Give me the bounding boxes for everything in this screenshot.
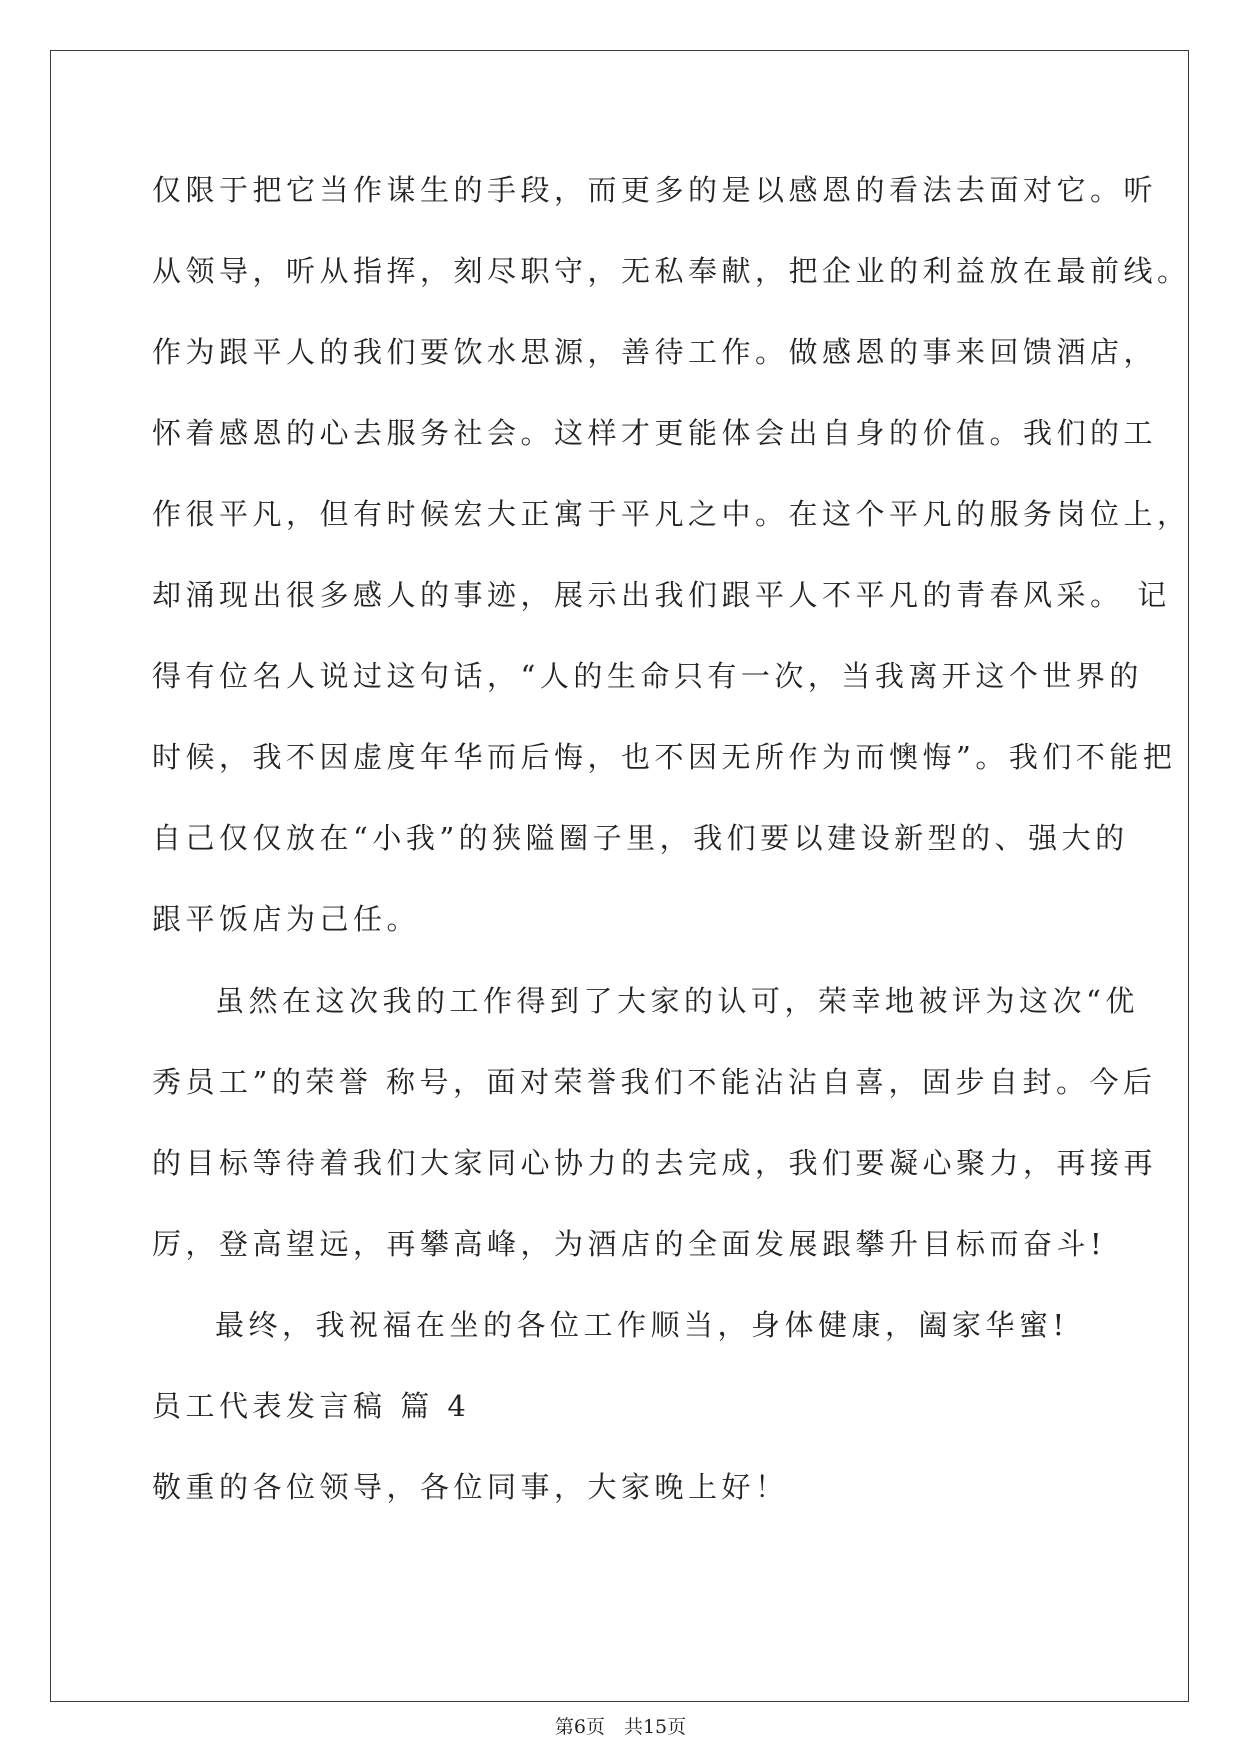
body-line-3: 作为跟平人的我们要饮水思源，善待工作。做感恩的事来回馈酒店， [152, 335, 1158, 369]
body-line-2: 从领导，听从指挥，刻尽职守，无私奉献，把企业的利益放在最前线。 [152, 254, 1191, 288]
body-line-14: 厉，登高望远，再攀高峰，为酒店的全面发展跟攀升目标而奋斗! [152, 1227, 1107, 1261]
body-line-13: 的目标等待着我们大家同心协力的去完成，我们要凝心聚力，再接再 [152, 1146, 1158, 1180]
body-line-6: 却涌现出很多感人的事迹，展示出我们跟平人不平凡的青春风采。 记 [152, 578, 1171, 612]
body-line-9: 自己仅仅放在“小我”的狭隘圈子里，我们要以建设新型的、强大的 [152, 821, 1129, 855]
body-line-7: 得有位名人说过这句话，“人的生命只有一次，当我离开这个世界的 [152, 659, 1143, 693]
body-line-12: 秀员工”的荣誉 称号，面对荣誉我们不能沾沾自喜，固步自封。今后 [152, 1065, 1157, 1099]
body-line-15: 最终，我祝福在坐的各位工作顺当，身体健康，阖家华蜜! [215, 1308, 1069, 1342]
body-line-1: 仅限于把它当作谋生的手段，而更多的是以感恩的看法去面对它。听 [152, 173, 1158, 207]
body-line-11: 虽然在这次我的工作得到了大家的认可，荣幸地被评为这次“优 [215, 984, 1139, 1018]
greeting-line: 敬重的各位领导，各位同事，大家晚上好！ [152, 1470, 789, 1504]
page-border [50, 50, 1189, 1702]
body-line-5: 作很平凡，但有时候宏大正寓于平凡之中。在这个平凡的服务岗位上， [152, 497, 1191, 531]
body-line-8: 时候，我不因虚度年华而后悔，也不因无所作为而懊悔”。我们不能把 [152, 740, 1177, 774]
section-heading: 员工代表发言稿 篇 4 [152, 1389, 471, 1423]
body-line-4: 怀着感恩的心去服务社会。这样才更能体会出自身的价值。我们的工 [152, 416, 1158, 450]
body-line-10: 跟平饭店为己任。 [152, 902, 421, 936]
page-number-footer: 第6页 共15页 [554, 1716, 687, 1738]
